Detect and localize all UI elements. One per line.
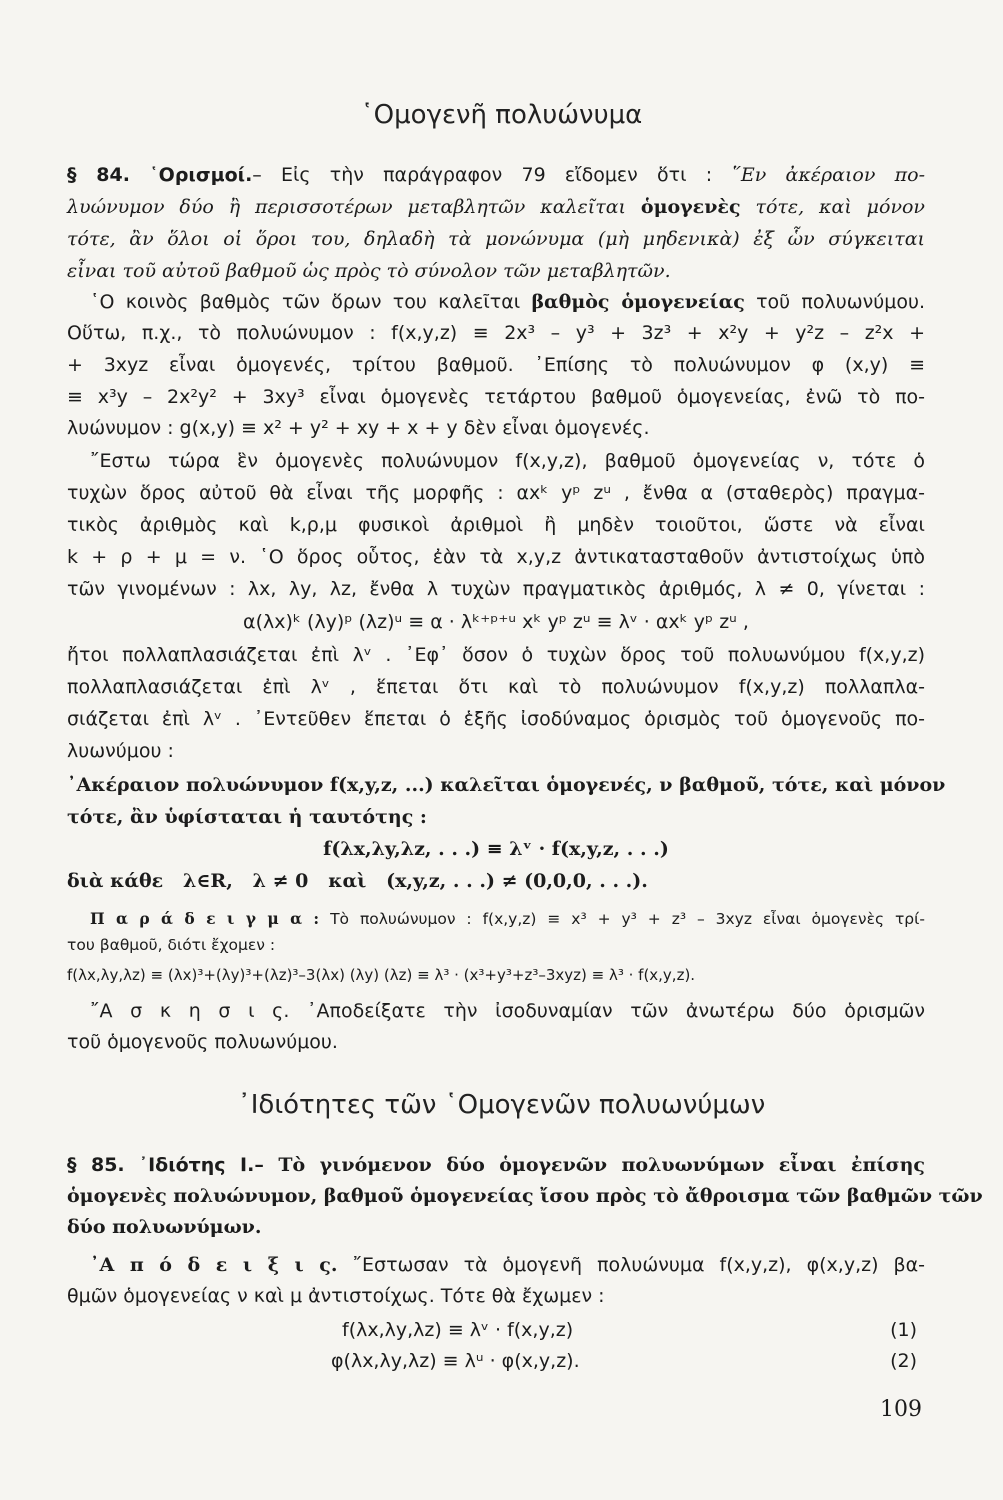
para85-line-2: ὁμογενὲς πολυώνυμον, βαθμοῦ ὁμογενείας ἴσου πρὸς τὸ ἄθροισμα τῶν βαθμῶν τῶν	[67, 1185, 983, 1207]
section-number-85: § 85.	[67, 1154, 125, 1176]
para84-line-11: τυχὼν ὅρος αὐτοῦ θὰ εἶναι τῆς μορφῆς : αxᵏ yᵖ zᵘ , ἔνθα α (σταθερὸς) πραγμα-	[67, 482, 925, 504]
para84-line-8: ≡ x³y – 2x²y² + 3xy³ εἶναι ὁμογενὲς τετάρτου βαθμοῦ ὁμογενείας, ἐνῶ τὸ πο-	[67, 386, 925, 408]
example-label: Π α ρ ά δ ε ι γ μ α :	[90, 909, 320, 928]
text-segment: – Τὸ γινόμενον δύο ὁμογενῶν πολυωνύμων εἶναι ἐπίσης	[254, 1154, 926, 1176]
text-segment: ὁμογενὲς	[640, 196, 741, 218]
proof-line-2: θμῶν ὁμογενείας ν καὶ μ ἀντιστοίχως. Τότε θὰ ἔχωμεν :	[67, 1285, 605, 1307]
definition-condition: διὰ κάθε λ∈R, λ ≠ 0 καὶ (x,y,z, . . .) ≠ (0,0,0, . . .).	[67, 870, 648, 892]
heading-definitions: ῾Ορισμοί.	[149, 164, 253, 186]
example-line-3: f(λx,λy,λz) ≡ (λx)³+(λy)³+(λz)³–3(λx) (λy) (λz) ≡ λ³ · (x³+y³+z³–3xyz) ≡ λ³ · f(x,y,z).	[67, 966, 696, 984]
para85-line-1	[67, 1150, 925, 1180]
para84-line-9: λυώνυμον : g(x,y) ≡ x² + y² + xy + x + y δὲν εἶναι ὁμογενές.	[67, 417, 650, 439]
para84-line-5	[90, 287, 925, 317]
example-line-2: του βαθμοῦ, διότι ἔχομεν :	[67, 936, 276, 954]
para84-line-12: τικὸς ἀριθμὸς καὶ k,ρ,μ φυσικοὶ ἀριθμοὶ ἢ μηδὲν τοιοῦτοι, ὥστε νὰ εἶναι	[67, 514, 925, 536]
exercise-line-1	[90, 996, 925, 1026]
text-segment: ᾿Αποδείξατε τὴν ἰσοδυναμίαν τῶν ἀνωτέρω δύο ὁρισμῶν	[307, 1000, 925, 1022]
text-segment: λυώνυμον δύο ἢ περισσοτέρων μεταβλητῶν καλεῖται	[67, 196, 626, 218]
text-segment: – Εἰς τὴν παράγραφον 79 εἴδομεν ὅτι :	[252, 164, 732, 186]
text-segment: φ(λx,λy,λz) ≡ λᵘ · φ(x,y,z).	[331, 1350, 580, 1372]
para84-line-3: τότε, ἂν ὅλοι οἱ ὅροι του, δηλαδὴ τὰ μονώνυμα (μὴ μηδενικὰ) ἐξ ὧν σύγκειται	[67, 228, 925, 250]
section-title-homogeneous-polynomials: ῾Ομογενῆ πολυώνυμα	[360, 100, 643, 130]
para84-line-4: εἶναι τοῦ αὐτοῦ βαθμοῦ ὡς πρὸς τὸ σύνολον τῶν μεταβλητῶν.	[67, 260, 671, 282]
text-segment: Τὸ πολυώνυμον : f(x,y,z) ≡ x³ + y³ + z³ – 3xyz εἶναι ὁμογενὲς τρί-	[330, 910, 925, 928]
equation-number-2: (2)	[890, 1350, 917, 1372]
definition-identity: f(λx,λy,λz, . . .) ≡ λᵛ · f(x,y,z, . . .)	[323, 838, 669, 860]
exercise-label: ῎Α σ κ η σ ι ς.	[90, 1000, 290, 1022]
proof-label: ᾿Α π ό δ ε ι ξ ι ς.	[90, 1254, 338, 1276]
para84-line-13: k + ρ + μ = ν. ῾Ο ὅρος οὗτος, ἐὰν τὰ x,y,z ἀντικατασταθοῦν ἀντιστοίχως ὑπὸ	[67, 546, 925, 568]
text-segment: ῾Ο κοινὸς βαθμὸς τῶν ὅρων του καλεῖται	[90, 291, 521, 313]
text-segment: f(λx,λy,λz) ≡ λᵛ · f(x,y,z)	[342, 1319, 574, 1341]
para84-line-1	[67, 160, 925, 190]
para84-line-10: ῎Εστω τώρα ἓν ὁμογενὲς πολυώνυμον f(x,y,z), βαθμοῦ ὁμογενείας ν, τότε ὁ	[90, 450, 925, 472]
exercise-line-2: τοῦ ὁμογενοῦς πολυωνύμου.	[67, 1031, 338, 1053]
para84-line-19: λυωνύμου :	[67, 740, 174, 762]
section-title-properties: ᾿Ιδιότητες τῶν ῾Ομογενῶν πολυωνύμων	[237, 1090, 766, 1120]
formula-monomial: α(λx)ᵏ (λy)ᵖ (λz)ᵘ ≡ α · λᵏ⁺ᵖ⁺ᵘ xᵏ yᵖ zᵘ ≡ λᵛ · αxᵏ yᵖ zᵘ ,	[243, 611, 749, 633]
para84-line-6: Οὕτω, π.χ., τὸ πολυώνυμον : f(x,y,z) ≡ 2x³ – y³ + 3z³ + x²y + y²z – z²x +	[67, 322, 925, 344]
definition-line-1: ᾿Ακέραιον πολυώνυμον f(x,y,z, ...) καλεῖται ὁμογενές, ν βαθμοῦ, τότε, καὶ μόνον	[67, 774, 946, 796]
para84-line-17: πολλαπλασιάζεται ἐπὶ λᵛ , ἕπεται ὅτι καὶ τὸ πολυώνυμον f(x,y,z) πολλαπλα-	[67, 676, 925, 698]
para84-line-16: ἤτοι πολλαπλασιάζεται ἐπὶ λᵛ . ᾿Εφ᾿ ὅσον ὁ τυχὼν ὅρος τοῦ πολυωνύμου f(x,y,z)	[67, 644, 925, 666]
proof-line-1	[90, 1250, 925, 1280]
para85-line-3: δύο πολυωνύμων.	[67, 1216, 262, 1238]
para84-line-18: σιάζεται ἐπὶ λᵛ . ᾿Εντεῦθεν ἕπεται ὁ ἑξῆς ἰσοδύναμος ὁρισμὸς τοῦ ὁμογενοῦς πο-	[67, 708, 925, 730]
text-segment: τοῦ πολυωνύμου.	[756, 291, 925, 313]
para84-line-7: + 3xyz εἶναι ὁμογενές, τρίτου βαθμοῦ. ᾿Επίσης τὸ πολυώνυμον φ (x,y) ≡	[67, 354, 925, 376]
para84-line-2	[67, 192, 925, 222]
para84-line-14: τῶν γινομένων : λx, λy, λz, ἔνθα λ τυχὼν πραγματικὸς ἀριθμός, λ ≠ 0, γίνεται :	[67, 578, 925, 600]
text-segment: ῎Εστωσαν τὰ ὁμογενῆ πολυώνυμα f(x,y,z), φ(x,y,z) βα-	[352, 1254, 926, 1276]
equation-number-1: (1)	[890, 1319, 917, 1341]
page-number: 109	[880, 1397, 922, 1422]
definition-line-2: τότε, ἂν ὑφίσταται ἡ ταυτότης :	[67, 806, 427, 828]
text-segment: ῞Εν ἀκέραιον πο-	[731, 164, 925, 186]
text-segment: βαθμὸς ὁμογενείας	[531, 291, 745, 313]
section-number-84: § 84.	[67, 164, 130, 186]
text-segment: τότε, καὶ μόνον	[755, 196, 925, 218]
heading-property-1: ᾿Ιδιότης Ι.	[138, 1154, 255, 1176]
